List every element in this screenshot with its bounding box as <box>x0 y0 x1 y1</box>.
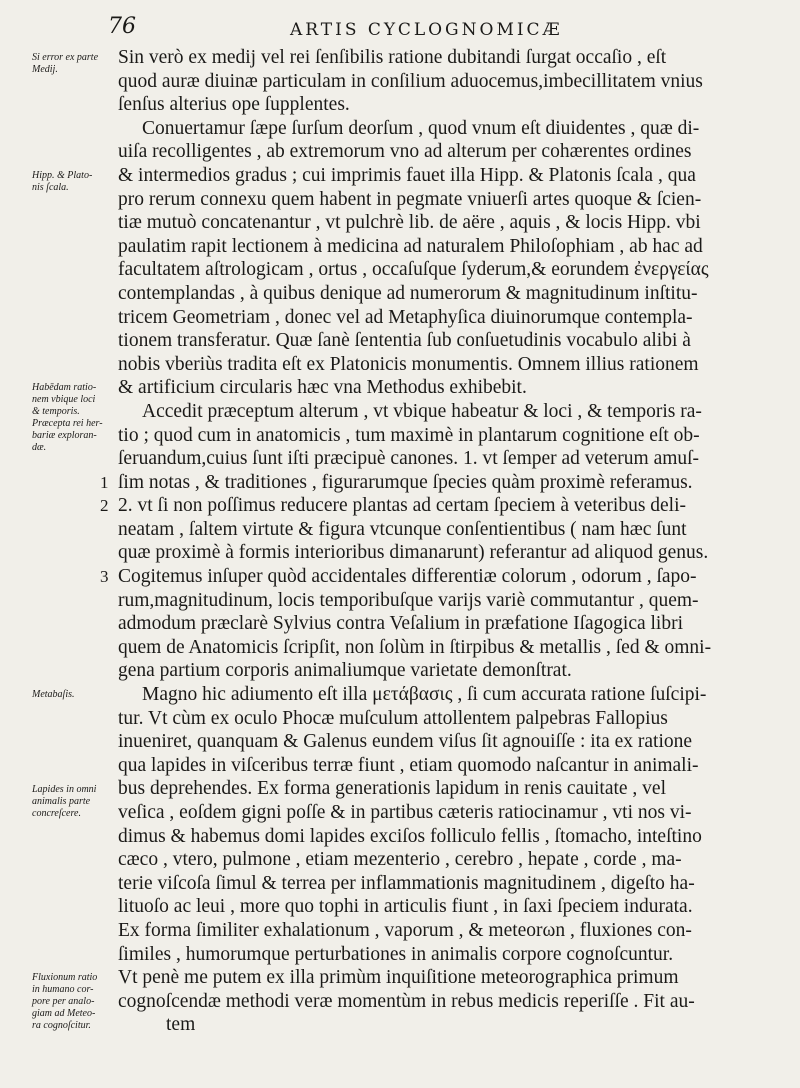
canon-numeral: 2 <box>100 496 109 516</box>
marginal-note-line: pore per analo- <box>32 996 95 1008</box>
text-line: neatam , ſaltem virtute & figura vtcunque conſentientibus ( nam hæc ſunt <box>118 518 687 540</box>
marginal-note-line: concreſcere. <box>32 807 81 819</box>
marginal-note-line: Habēdam ratio- <box>32 382 97 394</box>
page-number: 76 <box>108 14 136 39</box>
text-line: qua lapides in viſceribus terræ fiunt , etiam quomodo naſcantur in animali- <box>118 754 699 776</box>
text-line: dimus & habemus domi lapides exciſos folliculo fellis , ſtomacho, inteſtino <box>118 825 702 847</box>
text-line: cognoſcendæ methodi veræ momentùm in rebus medicis reperiſſe . Fit au- <box>118 990 695 1012</box>
text-line: ſim notas , & traditiones , figurarumque ſpecies quàm proximè referamus. <box>118 471 693 493</box>
canon-numeral: 3 <box>100 567 109 587</box>
text-line: Accedit præceptum alterum , vt vbique habeatur & loci , & temporis ra- <box>142 400 702 422</box>
text-line: facultatem aſtrologicam , ortus , occaſuſque ſyderum,& eorundem ἐνεργείας <box>118 259 709 281</box>
marginal-note-line: dæ. <box>32 442 47 454</box>
marginal-note-line: bariæ exploran- <box>32 430 97 442</box>
marginal-note-line: Fluxionum ratio <box>32 972 98 984</box>
marginal-note-line: Lapides in omni <box>32 783 97 795</box>
text-line: 2. vt ſi non poſſimus reducere plantas ad certam ſpeciem à veteribus deli- <box>118 495 687 517</box>
text-line: ſimiles , humorumque perturbationes in animalis corpore cognoſcuntur. <box>118 943 674 965</box>
text-line: nobis vberiùs tradita eſt ex Platonicis monumentis. Omnem illius rationem <box>118 353 699 375</box>
marginal-note <box>32 689 120 701</box>
running-head: ARTIS CYCLOGNOMICÆ <box>290 20 563 40</box>
text-line: & intermedios gradus ; cui imprimis fauet illa Hipp. & Platonis ſcala , qua <box>118 164 696 186</box>
marginal-note <box>32 52 120 76</box>
canon-numeral: 1 <box>100 472 109 492</box>
text-line: bus deprehendes. Ex forma generationis lapidum in renis cauitate , vel <box>118 778 666 800</box>
text-line: Cogitemus inſuper quòd accidentales differentiæ colorum , odorum , ſapo- <box>118 566 697 588</box>
text-line: tiæ mutuò concatenantur , vt pulchrè lib. de aëre , aquis , & locis Hipp. vbi <box>118 212 701 234</box>
text-line: Conuertamur ſæpe ſurſum deorſum , quod vnum eſt diuidentes , quæ di- <box>142 117 700 139</box>
text-line: veſica , eoſdem gigni poſſe & in partibus cæteris ratiocinamur , vti nos vi- <box>118 802 692 823</box>
marginal-note <box>32 972 120 1032</box>
marginal-note-line: Si error ex parte <box>32 52 99 63</box>
text-line: tionem transferatur. Quæ ſanè ſententia ſub conſuetudinis vocabulo alibi à <box>118 330 691 352</box>
text-line: lituoſo ac leui , more quo tophi in articulis fiunt , in ſaxi ſpeciem indurata. <box>118 896 693 918</box>
marginal-note <box>32 784 120 820</box>
marginal-note-line: giam ad Meteo- <box>32 1008 96 1020</box>
marginal-note <box>32 170 120 194</box>
marginal-note-line: & temporis. <box>32 406 80 418</box>
text-line: admodum præclarè Sylvius contra Veſalium in præfatione Iſagogica libri <box>118 613 684 635</box>
marginal-note-line: Medij. <box>32 64 58 75</box>
text-line: quod auræ diuinæ particulam in conſilium aduocemus,imbecillitatem vnius <box>118 70 703 92</box>
marginal-note <box>32 382 120 454</box>
marginal-note-line: Hipp. & Plato- <box>32 170 93 181</box>
marginal-note-line: ra cognoſcitur. <box>32 1020 91 1032</box>
text-line: tem <box>166 1014 196 1036</box>
text-line: Ex forma ſimiliter exhalationum , vaporum , & meteorωn , fluxiones con- <box>118 919 692 941</box>
text-line: ſeruandum,cuius ſunt iſti præcipuè canones. 1. vt ſemper ad veterum amuſ- <box>118 448 700 470</box>
text-line: Sin verò ex medij vel rei ſenſibilis ratione dubitandi ſurgat occaſio , eſt <box>118 47 667 68</box>
text-line: cæco , vtero, pulmone , etiam mezenterio , cerebro , hepate , corde , ma- <box>118 849 682 871</box>
text-line: tricem Geometriam , donec vel ad Metaphyſica diuinorumque contempla- <box>118 306 693 328</box>
text-line: quæ proximè à formis interioribus dimanarunt) referantur ad aliquod genus. <box>118 542 709 564</box>
text-line: & artificium circularis hæc vna Methodus exhibebit. <box>118 377 527 399</box>
text-line: rum,magnitudinum, locis temporibuſque varijs variè commutantur , quem- <box>118 589 699 611</box>
marginal-note-line: in humano cor- <box>32 984 94 996</box>
text-line: tur. Vt cùm ex oculo Phocæ muſculum attollentem palpebras Fallopius <box>118 707 668 729</box>
text-line: terie viſcoſa ſimul & terrea per inflammationis magnitudinem , digeſto ha- <box>118 872 695 894</box>
text-line: Vt penè me putem ex illa primùm inquiſitione meteorographica primum <box>118 967 679 989</box>
text-line: uiſa recolligentes , ab extremorum vno ad alterum per cohærentes ordines <box>118 141 692 163</box>
text-line: pro rerum connexu quem habent in pegmate vniuerſi artes quoque & ſcien- <box>118 188 702 210</box>
marginal-note-line: Præcepta rei her- <box>32 418 103 430</box>
text-line: inueniret, quanquam & Galenus eundem viſus ſit agnouiſſe : ita ex ratione <box>118 731 693 753</box>
text-line: contemplandas , à quibus denique ad numerorum & magnitudinum inſtitu- <box>118 282 698 304</box>
text-line: tio ; quod cum in anatomicis , tum maximè in plantarum cognitione eſt ob- <box>118 424 700 446</box>
marginal-note-line: nis ſcala. <box>32 182 69 193</box>
marginal-note-line: Metabaſis. <box>32 689 75 701</box>
body-text <box>118 46 770 1037</box>
text-line: Magno hic adiumento eſt illa μετάβασις , ſi cum accurata ratione ſuſcipi- <box>142 684 707 706</box>
text-line: ſenſus alterius ope ſupplentes. <box>118 94 350 116</box>
marginal-note-line: animalis parte <box>32 795 91 807</box>
text-line: paulatim rapit lectionem à medicina ad naturalem Philoſophiam , ab hac ad <box>118 235 703 257</box>
text-line: quem de Anatomicis ſcripſit, non ſolùm in ſtirpibus & metallis , ſed & omni- <box>118 636 712 658</box>
text-line: gena partium corporis animaliumque varietate demonſtrat. <box>118 660 572 682</box>
marginal-note-line: nem vbique loci <box>32 394 96 406</box>
